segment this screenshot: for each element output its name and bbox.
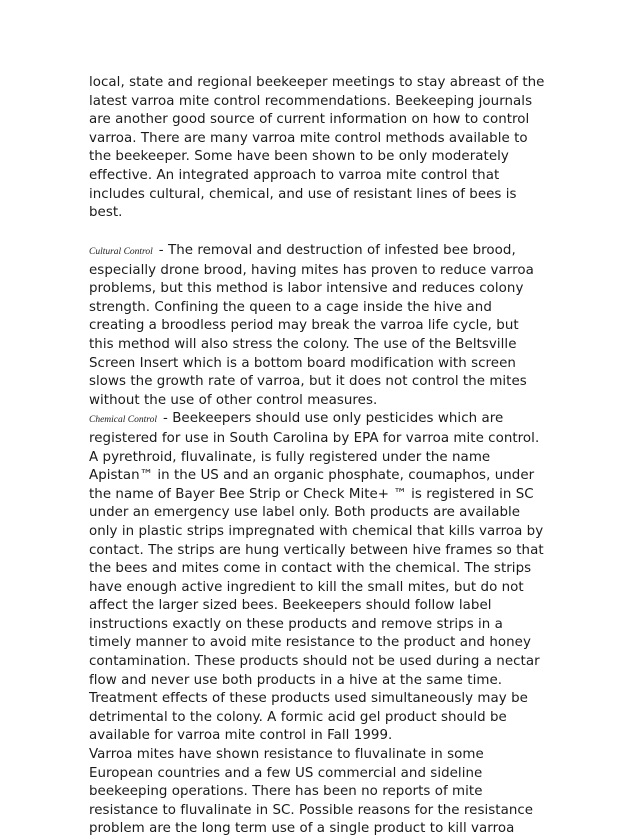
text-line: problems, but this method is labor intensive and reduces colony: [89, 281, 524, 297]
chemical-control-label: Chemical Control: [89, 415, 157, 426]
text-line: without the use of other control measures.: [89, 392, 378, 408]
text-line: Treatment effects of these products used simultaneously may be: [89, 691, 528, 707]
text-line: local, state and regional beekeeper meetings to stay abreast of the: [89, 75, 545, 90]
control-methods-section: [89, 242, 559, 839]
text-line: instructions exactly on these products and remove strips in a: [89, 616, 503, 632]
text-line: affect the larger sized bees. Beekeepers should follow label: [89, 598, 492, 614]
text-line: under an emergency use label only. Both products are available: [89, 505, 521, 521]
chemical-control-heading-line: [89, 410, 559, 430]
text-line: detrimental to the colony. A formic acid gel product should be: [89, 709, 507, 725]
text-line: Screen Insert which is a bottom board modification with screen: [89, 355, 516, 371]
text-line: have enough active ingredient to kill the small mites, but do not: [89, 579, 524, 595]
text-line: contamination. These products should not be used during a nectar: [89, 654, 540, 670]
text-line: effective. An integrated approach to varroa mite control that: [89, 167, 500, 183]
text-line: beekeeping operations. There has been no reports of mite: [89, 784, 483, 800]
text-line: contact. The strips are hung vertically between hive frames so that: [89, 542, 544, 558]
text-line: - The removal and destruction of infested bee brood,: [158, 243, 516, 258]
cultural-control-heading-line: [89, 242, 559, 262]
text-line: are another good source of current information on how to control: [89, 112, 530, 128]
text-line: Varroa mites have shown resistance to fluvalinate in some: [89, 747, 484, 763]
text-line: the beekeeper. Some have been shown to be only moderately: [89, 149, 509, 165]
cultural-control-label: Cultural Control: [89, 247, 153, 257]
text-line: best.: [89, 205, 123, 221]
text-line: problem are the long term use of a single product to kill varroa: [89, 821, 515, 837]
text-line: A pyrethroid, fluvalinate, is fully registered under the name: [89, 449, 491, 465]
text-line: creating a broodless period may break the varroa life cycle, but: [89, 318, 519, 334]
text-line: available for varroa mite control in Fall 1999.: [89, 728, 393, 744]
text-line: strength. Confining the queen to a cage inside the hive and: [89, 299, 492, 315]
text-line: especially drone brood, having mites has proven to reduce varroa: [89, 262, 534, 278]
text-line: only in plastic strips impregnated with chemical that kills varroa by: [89, 523, 544, 539]
text-line: - Beekeepers should use only pesticides which are: [163, 411, 504, 427]
text-line: flow and never use both products in a hive at the same time.: [89, 672, 503, 688]
text-line: latest varroa mite control recommendations. Beekeeping journals: [89, 93, 533, 109]
text-line: this method will also stress the colony. The use of the Beltsville: [89, 336, 517, 352]
text-line: European countries and a few US commercial and sideline: [89, 765, 483, 781]
text-line: Apistan™ in the US and an organic phosphate, coumaphos, under: [89, 468, 535, 484]
text-line: the name of Bayer Bee Strip or Check Mite+ ™ is registered in SC: [89, 486, 534, 502]
text-line: varroa. There are many varroa mite control methods available to: [89, 130, 528, 146]
text-line: the bees and mites come in contact with the chemical. The strips: [89, 561, 532, 577]
text-line: timely manner to avoid mite resistance to the product and honey: [89, 635, 531, 651]
text-line: registered for use in South Carolina by EPA for varroa mite control.: [89, 430, 540, 446]
text-line: includes cultural, chemical, and use of resistant lines of bees is: [89, 186, 517, 202]
text-line: resistance to fluvalinate in SC. Possible reasons for the resistance: [89, 802, 534, 818]
intro-paragraph: [89, 74, 559, 223]
text-line: slows the growth rate of varroa, but it does not control the mites: [89, 374, 527, 390]
